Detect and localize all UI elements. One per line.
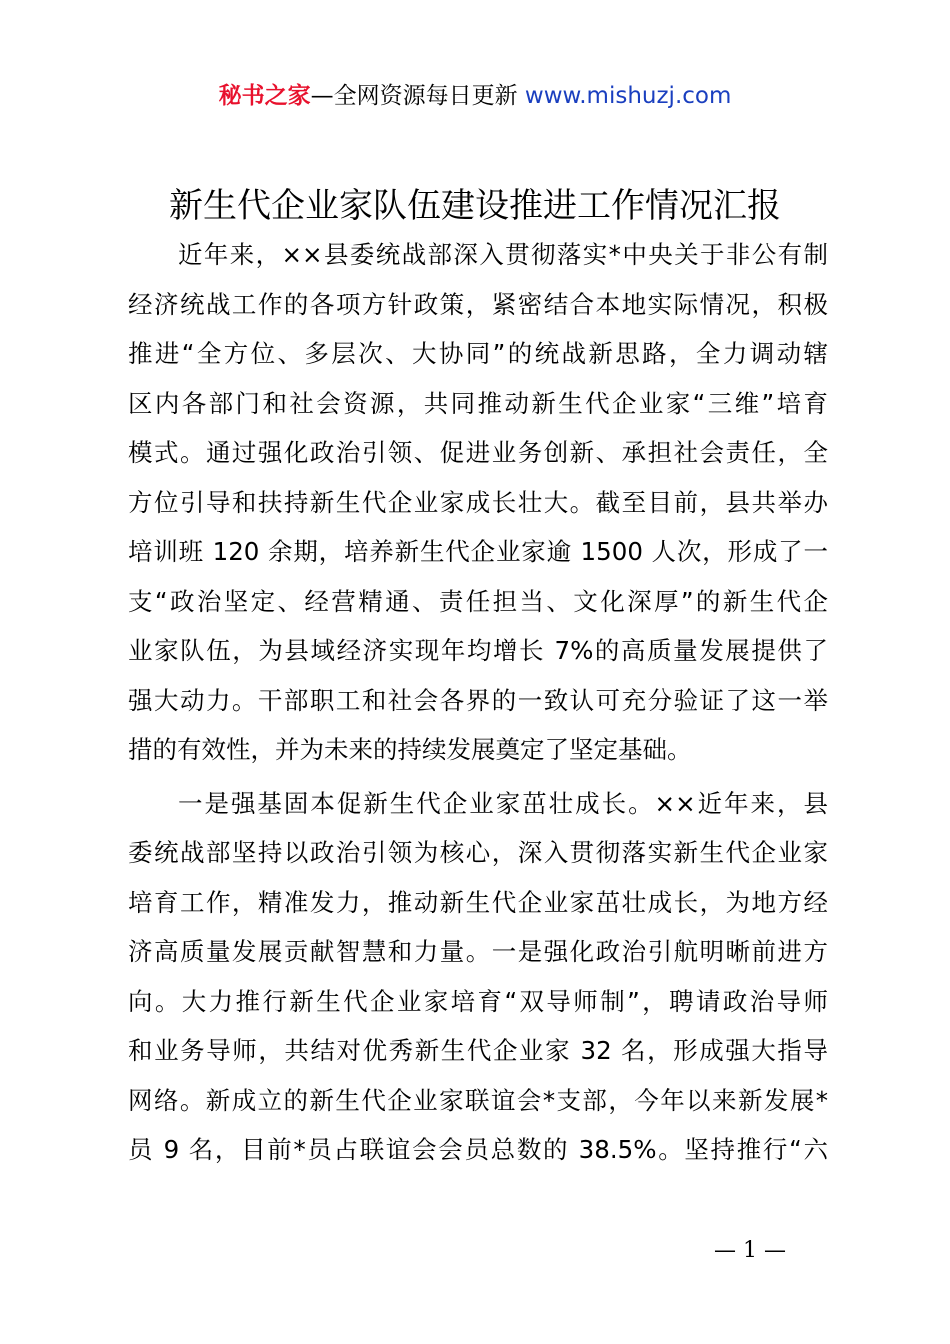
document-body — [128, 230, 828, 1175]
text-line: 委统战部坚持以政治引领为核心，深入贯彻落实新生代企业家 — [128, 838, 828, 867]
text-line: 经济统战工作的各项方针政策，紧密结合本地实际情况，积极 — [128, 289, 828, 319]
paragraph-section-one — [128, 779, 828, 1175]
site-url-link[interactable]: www.mishuzj.com — [524, 83, 732, 109]
text-line: 措的有效性，并为未来的持续发展奠定了坚定基础。 — [128, 735, 692, 764]
text-line: 强大动力。干部职工和社会各界的一致认可充分验证了这一举 — [128, 685, 828, 715]
text-line: 培训班 120 余期，培养新生代企业家逾 1500 人次，形成了一 — [128, 537, 828, 566]
text-line: 业家队伍，为县域经济实现年均增长 7%的高质量发展提供了 — [128, 636, 828, 665]
text-line: 一是强基固本促新生代企业家茁壮成长。××近年来，县 — [178, 788, 828, 818]
text-line: 方位引导和扶持新生代企业家成长壮大。截至目前，县共举办 — [128, 487, 828, 517]
text-line: 推进“全方位、多层次、大协同”的统战新思路，全力调动辖 — [128, 339, 828, 368]
paragraph-intro — [128, 230, 828, 775]
header-dash: — — [310, 83, 334, 109]
text-line: 模式。通过强化政治引领、促进业务创新、承担社会责任，全 — [128, 438, 828, 467]
site-header — [0, 80, 950, 112]
page-number: — 1 — — [714, 1238, 786, 1263]
text-line: 和业务导师，共结对优秀新生代企业家 32 名，形成强大指导 — [128, 1036, 828, 1065]
text-line: 网络。新成立的新生代企业家联谊会*支部，今年以来新发展* — [128, 1085, 828, 1115]
text-line: 培育工作，精准发力，推动新生代企业家茁壮成长，为地方经 — [128, 887, 828, 917]
site-brand: 秘书之家 — [218, 83, 311, 109]
text-line: 向。大力推行新生代企业家培育“双导师制”，聘请政治导师 — [128, 986, 828, 1016]
text-line: 济高质量发展贡献智慧和力量。一是强化政治引航明晰前进方 — [128, 937, 828, 966]
text-line: 近年来，××县委统战部深入贯彻落实*中央关于非公有制 — [178, 240, 828, 269]
text-line: 员 9 名，目前*员占联谊会会员总数的 38.5%。坚持推行“六 — [128, 1135, 828, 1164]
site-tagline: 全网资源每日更新 — [333, 83, 518, 109]
text-line: 支“政治坚定、经营精通、责任担当、文化深厚”的新生代企 — [128, 586, 828, 616]
document-title: 新生代企业家队伍建设推进工作情况汇报 — [169, 186, 781, 226]
text-line: 区内各部门和社会资源，共同推动新生代企业家“三维”培育 — [128, 388, 828, 418]
